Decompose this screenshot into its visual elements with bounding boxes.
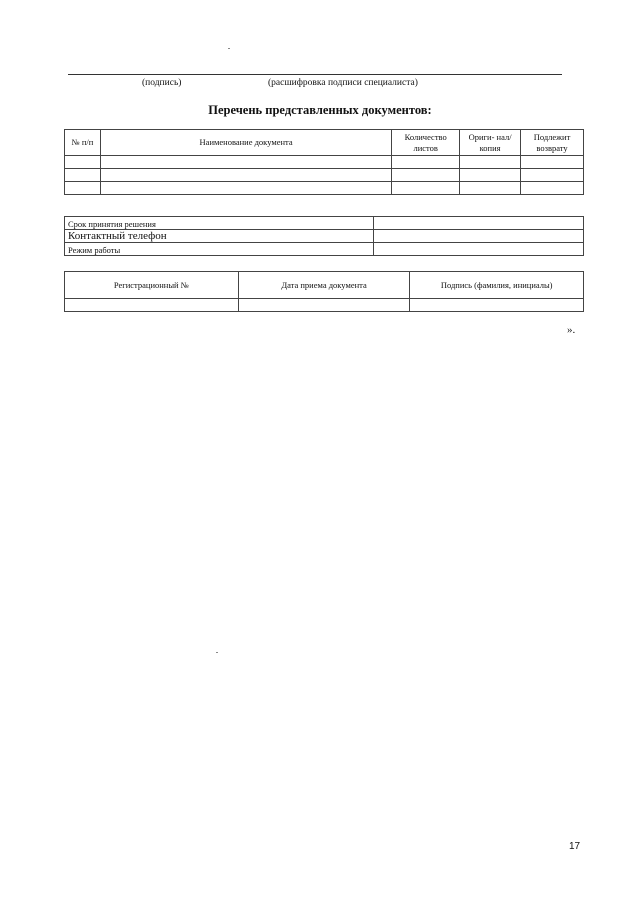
registration-table-header — [65, 272, 584, 299]
header-original-copy: Ориги- нал/копия — [460, 130, 521, 156]
decision-term-value[interactable] — [374, 217, 584, 230]
table-cell[interactable] — [521, 169, 584, 182]
table-cell[interactable] — [238, 299, 410, 312]
registration-table — [64, 271, 584, 312]
table-cell[interactable] — [410, 299, 584, 312]
header-document-name: Наименование документа — [100, 130, 391, 156]
table-cell[interactable] — [521, 182, 584, 195]
header-signature: Подпись (фамилия, инициалы) — [410, 272, 584, 299]
table-cell[interactable] — [100, 156, 391, 169]
contact-phone-value[interactable] — [374, 230, 584, 243]
documents-list-heading: Перечень представленных документов: — [208, 103, 432, 117]
table-cell[interactable] — [65, 169, 101, 182]
signature-transcript-caption: (расшифровка подписи специалиста) — [268, 78, 418, 88]
header-receipt-date: Дата приема документа — [238, 272, 410, 299]
table-cell[interactable] — [460, 156, 521, 169]
decision-term-label: Срок принятия решения — [65, 217, 374, 230]
table-row — [65, 299, 584, 312]
table-row — [65, 182, 584, 195]
scan-speck — [228, 48, 230, 49]
documents-table — [64, 129, 584, 195]
table-cell[interactable] — [521, 156, 584, 169]
table-cell[interactable] — [100, 182, 391, 195]
contact-info-table — [64, 216, 584, 256]
page-number: 17 — [569, 841, 581, 852]
table-row — [65, 243, 584, 256]
signature-caption: (подпись) — [142, 78, 182, 88]
table-cell[interactable] — [392, 156, 460, 169]
scan-speck — [216, 652, 218, 653]
table-cell[interactable] — [460, 169, 521, 182]
header-number: № п/п — [65, 130, 101, 156]
table-cell[interactable] — [65, 299, 239, 312]
table-row — [65, 169, 584, 182]
table-cell[interactable] — [65, 156, 101, 169]
table-row — [65, 156, 584, 169]
contact-phone-label: Контактный телефон — [65, 230, 374, 243]
closing-quote: ». — [567, 324, 576, 336]
working-hours-value[interactable] — [374, 243, 584, 256]
header-return: Подлежит возврату — [521, 130, 584, 156]
header-registration-number: Регистрационный № — [65, 272, 239, 299]
table-cell[interactable] — [65, 182, 101, 195]
table-cell[interactable] — [392, 182, 460, 195]
working-hours-label: Режим работы — [65, 243, 374, 256]
table-row — [65, 230, 584, 243]
table-cell[interactable] — [460, 182, 521, 195]
table-cell[interactable] — [392, 169, 460, 182]
header-sheet-count: Количество листов — [392, 130, 460, 156]
signature-line — [68, 74, 562, 75]
table-cell[interactable] — [100, 169, 391, 182]
table-row — [65, 217, 584, 230]
documents-table-header — [65, 130, 584, 156]
